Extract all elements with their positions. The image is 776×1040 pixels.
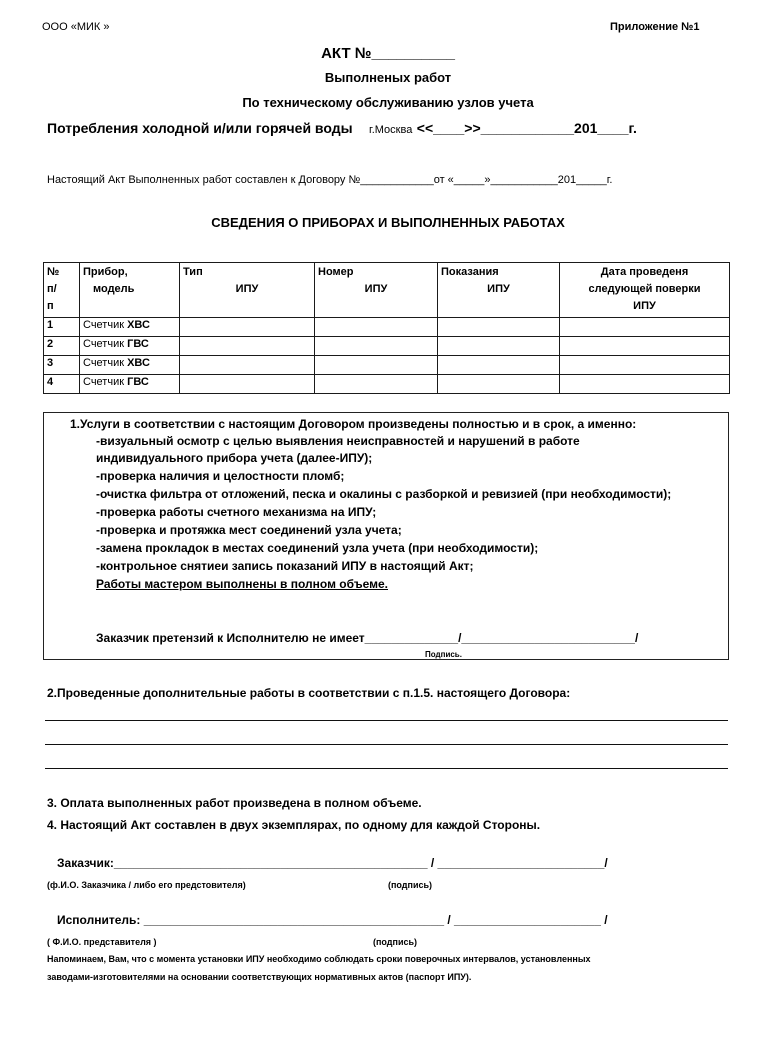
title-line-1: Выполненых работ (324, 70, 452, 85)
customer-label: Заказчик: (57, 856, 114, 870)
service-item: -замена прокладок в местах соединений узла учета (при необходимости); (96, 541, 539, 555)
table-header-row (44, 263, 730, 318)
fill-line (45, 768, 728, 769)
customer-name-caption: (ф.И.О. Заказчика / либо его предстовителя) (47, 880, 246, 890)
reminder-line-2: заводами-изготовителями на основании соответствующих нормативных актов (паспорт ИПУ). (47, 972, 472, 982)
section-title: СВЕДЕНИЯ О ПРИБОРАХ И ВЫПОЛНЕННЫХ РАБОТАХ (211, 215, 565, 230)
payment-statement: 3. Оплата выполненных работ произведена в полном объеме. (47, 796, 422, 810)
contract-reference: Настоящий Акт Выполненных работ составлен к Договору №____________от «_____»___________201_____г. (47, 174, 613, 186)
contractor-signature-line: _____________________________________________ / ______________________ / (143, 913, 608, 927)
customer-signature-line: _______________________________________________ / _________________________/ (113, 856, 608, 870)
signature-caption: Подпись. (425, 650, 462, 659)
service-item: -проверка и протяжка мест соединений узла учета; (96, 523, 402, 537)
customer-signature-row (57, 856, 608, 870)
col-header-reading: Показания ИПУ (438, 263, 560, 318)
title-line-2: По техническому обслуживанию узлов учета (242, 95, 534, 110)
act-number: АКТ №__________ (321, 45, 455, 62)
additional-works-label: 2.Проведенные дополнительные работы в соответствии с п.1.5. настоящего Договора: (47, 686, 571, 700)
col-header-type: Тип ИПУ (180, 263, 315, 318)
fill-line (45, 720, 728, 721)
devices-table (43, 262, 730, 394)
reminder-line-1: Напоминаем, Вам, что с момента установки ИПУ необходимо соблюдать сроки поверочных интервалов, установленных (47, 954, 591, 964)
col-header-serial: Номер ИПУ (315, 263, 438, 318)
table-row: 1 Счетчик ХВС (44, 318, 730, 337)
title-line-3: Потребления холодной и/или горячей воды (47, 120, 353, 136)
contractor-name-caption: ( Ф.И.О. представителя ) (47, 937, 157, 947)
company-name: ООО «МИК » (42, 21, 110, 33)
act-date: <<____>>____________201____г. (416, 120, 637, 136)
service-item: -проверка работы счетного механизма на ИПУ; (96, 505, 377, 519)
copies-statement: 4. Настоящий Акт составлен в двух экземплярах, по одному для каждой Стороны. (47, 818, 541, 832)
customer-sign-caption: (подпись) (388, 880, 433, 890)
service-item: -очистка фильтра от отложений, песка и окалины с разборкой и ревизией (при необходимости); (96, 487, 672, 501)
fill-line (45, 744, 728, 745)
appendix-label: Приложение №1 (610, 21, 700, 33)
table-row: 3 Счетчик ХВС (44, 356, 730, 375)
city: г.Москва (369, 124, 413, 136)
service-item: -проверка наличия и целостности пломб; (96, 469, 345, 483)
works-done-statement: Работы мастером выполнены в полном объеме. (96, 577, 389, 591)
service-item: -визуальный осмотр с целью выявления неисправностей и нарушений в работе (96, 434, 580, 448)
no-claims-statement: Заказчик претензий к Исполнителю не имеет______________/__________________________/ (96, 631, 639, 645)
service-item: -контрольное снятиеи запись показаний ИПУ в настоящий Акт; (96, 559, 474, 573)
contractor-signature-row (57, 913, 608, 927)
title-line-3-row (47, 120, 637, 138)
contractor-label: Исполнитель: (57, 913, 141, 927)
services-intro: 1.Услуги в соответствии с настоящим Договором произведены полностью и в срок, а именно: (70, 417, 637, 431)
col-header-device: Прибор, модель (80, 263, 180, 318)
col-header-number: № п/ п (44, 263, 80, 318)
contractor-sign-caption: (подпись) (373, 937, 418, 947)
col-header-next-check: Дата проведеня следующей поверки ИПУ (560, 263, 730, 318)
table-row: 2 Счетчик ГВС (44, 337, 730, 356)
table-row: 4 Счетчик ГВС (44, 375, 730, 394)
service-item: индивидуального прибора учета (далее-ИПУ); (96, 451, 373, 465)
